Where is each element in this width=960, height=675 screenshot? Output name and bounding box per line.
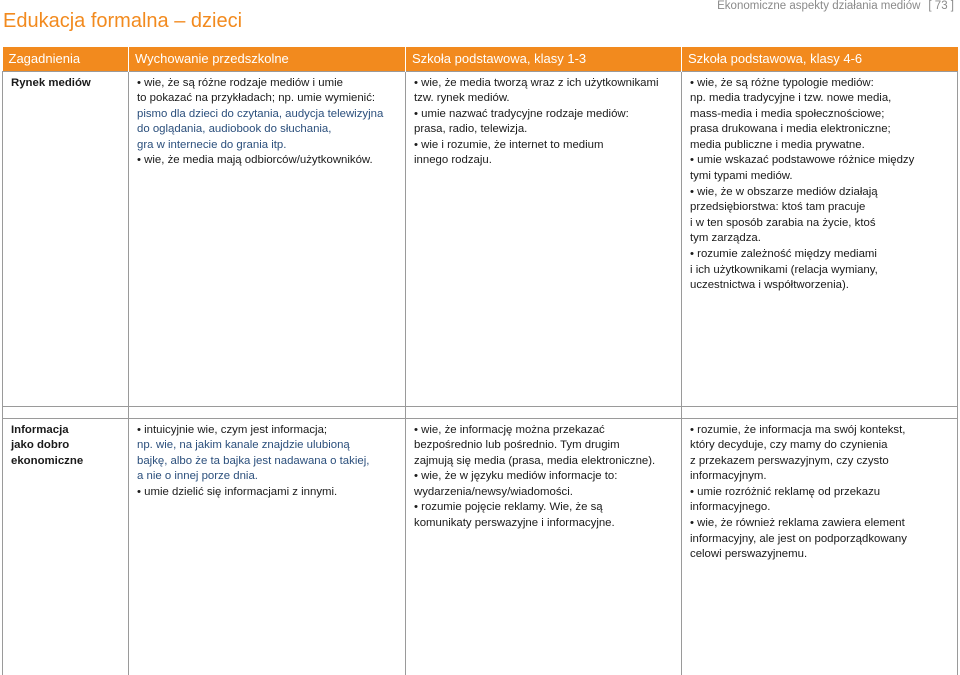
table-row [3,71,958,406]
topic-label-line: Informacja [11,423,69,436]
cell-text-line: • rozumie, że informacja ma swój kontekst, [690,423,906,436]
page-title: Edukacja formalna – dzieci [3,10,243,32]
cell-text-line: • wie, że również reklama zawiera element [690,517,905,530]
column-header: Szkoła podstawowa, klasy 4-6 [682,47,958,71]
cell-text-line: • intuicyjnie wie, czym jest informacja; [137,423,328,436]
cell-text-line: to pokazać na przykładach; np. umie wymienić: [137,92,376,105]
column-header: Zagadnienia [3,47,129,71]
cell-text-line: uczestnictwa i współtworzenia). [690,279,849,292]
cell-text-line: media publiczne i media prywatne. [690,138,865,151]
cell-text-line: pismo dla dzieci do czytania, audycja telewizyjna [137,107,384,120]
content-cell [682,71,958,406]
column-header: Wychowanie przedszkolne [129,47,406,71]
topic-label-line: ekonomiczne [11,454,84,467]
cell-text-line: z przekazem perswazyjnym, czy czysto [690,454,889,467]
content-cell [406,71,682,406]
table-row [3,418,958,675]
cell-text-line: mass-media i media społecznościowe; [690,107,885,120]
cell-text-line: • wie i rozumie, że internet to medium [414,138,604,151]
cell-text-line: zajmują się media (prasa, media elektroniczne). [414,454,656,467]
cell-text-line: • wie, że są różne typologie mediów: [690,76,874,89]
cell-text-line: • umie wskazać podstawowe różnice między [690,154,915,167]
cell-text-line: komunikaty perswazyjne i informacyjne. [414,517,615,530]
cell-text-line: tzw. rynek mediów. [414,92,510,105]
cell-text-line: przedsiębiorstwa: ktoś tam pracuje [690,201,866,214]
cell-text-line: • wie, że w obszarze mediów działają [690,185,878,198]
cell-text-line: • wie, że są różne rodzaje mediów i umie [137,76,343,89]
cell-text-line: • wie, że media tworzą wraz z ich użytkownikami [414,76,659,89]
cell-text-line: gra w internecie do grania itp. [137,138,287,151]
topic-cell [3,71,129,406]
cell-text-line: • umie nazwać tradycyjne rodzaje mediów: [414,107,629,120]
cell-text-line: który decyduje, czy mamy do czynienia [690,439,888,452]
cell-text-line: wydarzenia/newsy/wiadomości. [414,485,573,498]
page-number: [ 73 ] [928,0,954,12]
curriculum-table [2,47,958,675]
cell-text-line: • umie rozróżnić reklamę od przekazu [690,485,881,498]
cell-text-line: • wie, że informację można przekazać [414,423,605,436]
section-title: Ekonomiczne aspekty działania mediów [717,0,921,12]
cell-text-line: prasa, radio, telewizja. [414,123,528,136]
cell-text-line: a nie o innej porze dnia. [137,470,258,483]
cell-text-line: • rozumie zależność między mediami [690,248,877,261]
column-header: Szkoła podstawowa, klasy 1-3 [406,47,682,71]
cell-text-line: i w ten sposób zarabia na życie, ktoś [690,216,876,229]
cell-text-line: tym zarządza. [690,232,761,245]
cell-text-line: tymi typami mediów. [690,170,793,183]
topic-cell [3,418,129,675]
topic-label-line: Rynek mediów [11,76,91,89]
content-cell [682,418,958,675]
cell-text-line: do oglądania, audiobook do słuchania, [137,123,332,136]
cell-text-line: informacyjny, ale jest on podporządkowany [690,532,907,545]
cell-text-line: np. media tradycyjne i tzw. nowe media, [690,92,892,105]
cell-text-line: informacyjnego. [690,501,771,514]
table-header-row [3,47,958,71]
cell-text-line: innego rodzaju. [414,154,492,167]
row-spacer [3,406,958,418]
cell-text-line: • rozumie pojęcie reklamy. Wie, że są [414,501,603,514]
cell-text-line: • wie, że media mają odbiorców/użytkowników. [137,154,373,167]
cell-text-line: • umie dzielić się informacjami z innymi. [137,485,338,498]
cell-text-line: • wie, że w języku mediów informacje to: [414,470,618,483]
running-head [717,0,954,12]
content-cell [129,418,406,675]
cell-text-line: prasa drukowana i media elektroniczne; [690,123,891,136]
content-cell [129,71,406,406]
cell-text-line: bajkę, albo że ta bajka jest nadawana o takiej, [137,454,370,467]
topic-label-line: jako dobro [11,439,70,452]
cell-text-line: i ich użytkownikami (relacja wymiany, [690,263,878,276]
content-cell [406,418,682,675]
cell-text-line: informacyjnym. [690,470,767,483]
cell-text-line: celowi perswazyjnemu. [690,548,808,561]
cell-text-line: bezpośrednio lub pośrednio. Tym drugim [414,439,620,452]
cell-text-line: np. wie, na jakim kanale znajdzie ulubioną [137,439,350,452]
